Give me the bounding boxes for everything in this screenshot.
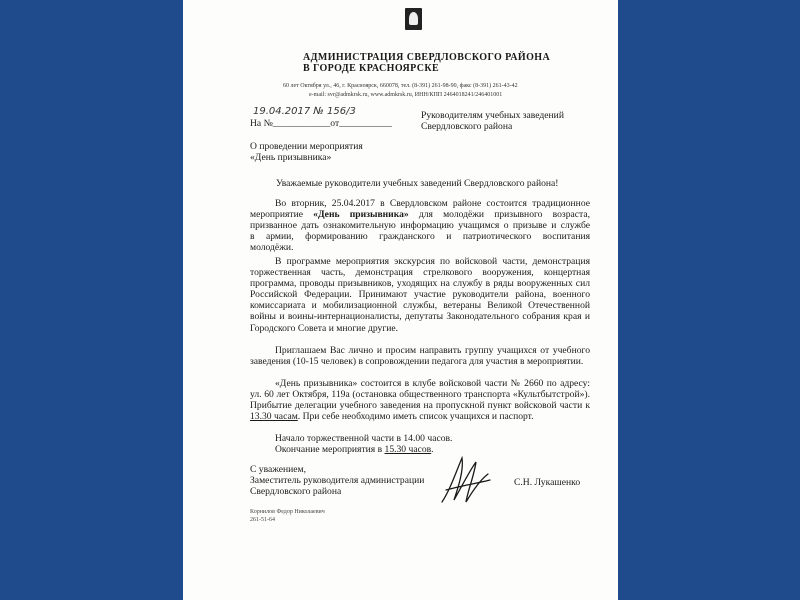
- p1-line2: мероприятие «День призывника» для молодёжи призывного возраста,: [250, 209, 590, 220]
- document-page: [183, 0, 618, 600]
- org-name-line2: В ГОРОДЕ КРАСНОЯРСКЕ: [303, 63, 440, 74]
- registration-handwritten: 19.04.2017 № 156/3: [253, 106, 356, 117]
- p1-line5: молодёжи.: [250, 242, 294, 253]
- p1-line4: в армии, формированию гражданского и патриотического воспитания: [250, 231, 590, 242]
- end-time: Окончание мероприятия в 15.30 часов.: [275, 444, 434, 455]
- org-name-line1: АДМИНИСТРАЦИЯ СВЕРДЛОВСКОГО РАЙОНА: [303, 52, 551, 63]
- paragraph-invitation: Приглашаем Вас лично и просим направить группу учащихся от учебного заведения (10-15 человек) в сопровождении педагога для участия в мероприятии.: [250, 345, 590, 368]
- address-line2: e-mail: svr@admkrsk.ru, www.admkrsk.ru, ИНН/КПП 2464018241/246401001: [309, 92, 503, 98]
- recipient-line1: Руководителям учебных заведений: [421, 110, 564, 121]
- start-time: Начало торжественной части в 14.00 часов.: [275, 433, 453, 444]
- subject-line1: О проведении мероприятия: [250, 141, 363, 152]
- signer-position-line1: Заместитель руководителя администрации: [250, 475, 425, 486]
- signer-name: С.Н. Лукашенко: [514, 477, 581, 488]
- coat-of-arms-icon: [405, 8, 422, 30]
- address-line1: 60 лет Октября ул., 46, г. Красноярск, 660078, тел. (8-391) 261-98-90, факс (8-391) 261-43-42: [283, 83, 518, 89]
- paragraph-program: В программе мероприятия экскурсия по войсковой части, демонстрация торжественная часть, демонстрация стрелкового вооружения, концертная программа, проводы призывников, уходящих на службу в ряды вооруженных сил Российской Федерации. Принимают участие руководители района, военного комиссариата и мобилизационной службы, ветераны Великой Отечественной войны и воины-интернационалисты, депутаты Законодательного собрания края и Городского Совета и многие другие.: [250, 256, 590, 334]
- closing: С уважением,: [250, 464, 307, 475]
- subject-line2: «День призывника»: [250, 152, 332, 163]
- p1-line3: призванное дать ознакомительную информацию учащимся о призыве и службе: [250, 220, 590, 231]
- registration-line: На №____________от___________: [250, 118, 392, 129]
- executor-name: Корнилов Федор Николаевич: [250, 509, 325, 515]
- signature-icon: [436, 450, 496, 510]
- signer-position-line2: Свердловского района: [250, 486, 342, 497]
- recipient-line2: Свердловского района: [421, 121, 513, 132]
- p1-line1: Во вторник, 25.04.2017 в Свердловском районе состоится традиционное: [275, 198, 590, 209]
- greeting: Уважаемые руководители учебных заведений Свердловского района!: [276, 178, 559, 189]
- paragraph-venue: «День призывника» состоится в клубе войсковой части № 2660 по адресу: ул. 60 лет Октября, 119а (остановка общественного транспорта «Культбытстрой»). Прибытие делегации учебного заведения на пропускной пункт войсковой части к 13.30 часам. При себе необходимо иметь список учащихся и паспорт.: [250, 378, 590, 423]
- executor-phone: 261-51-64: [250, 517, 275, 523]
